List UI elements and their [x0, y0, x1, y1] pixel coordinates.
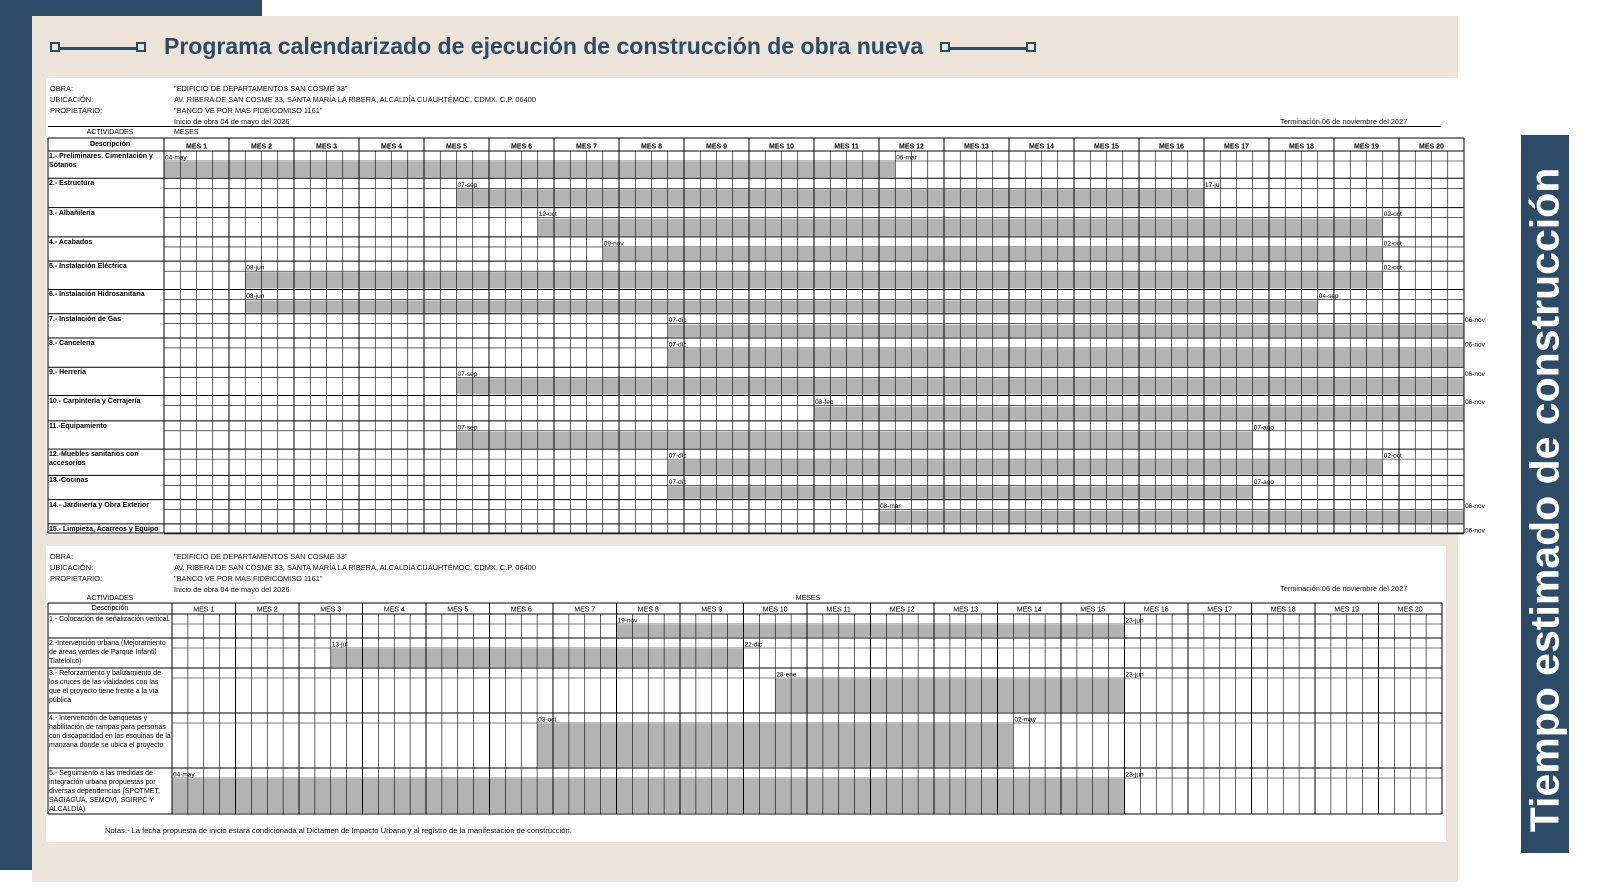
bar-end-date: 22-dic — [744, 641, 763, 649]
month-label: MES 13 — [953, 606, 979, 614]
month-label: MES 17 — [1207, 606, 1233, 614]
bar-start-date: 28-ene — [776, 671, 797, 679]
obra-value-2: "EDIFICIO DE DEPARTAMENTOS SAN COSME 33" — [174, 552, 348, 561]
activity-label: 9.- Herrería — [49, 369, 86, 377]
month-label: MES 10 — [762, 606, 788, 614]
month-label: MES 13 — [964, 143, 989, 151]
activity-label-wrapper — [49, 769, 171, 814]
month-label: MES 1 — [193, 606, 215, 614]
activity-label: 11.-Equipamiento — [49, 422, 107, 430]
side-title: Tiempo estimado de construcción — [1521, 167, 1568, 833]
activity-label: 3.- Albañilería — [49, 209, 95, 217]
month-label: MES 16 — [1143, 606, 1169, 614]
ubicacion-label-1: UBICACIÓN: — [50, 95, 94, 104]
bar-end-date: 07-ago — [1253, 478, 1274, 486]
activity-label: 3.- Reforzamiento y balizamiento de los cruces de las vialidades con las que el proyecto tiene frente a la vía pública — [49, 670, 162, 704]
month-label: MES 17 — [1224, 143, 1249, 151]
bar-start-date: 07-dic — [668, 317, 687, 325]
activity-label: 5.- Instalación Eléctrica — [49, 263, 127, 271]
month-label: MES 18 — [1289, 143, 1314, 151]
bar-start-date: 07-sep — [457, 370, 478, 378]
bar-start-date: 07-sep — [457, 424, 478, 432]
month-label: MES 3 — [320, 606, 342, 614]
activity-label: 5.- Seguimiento a las medidas de integración urbana propuestas por diversas dependencias (SPOTMET, SAGIAGUA, SEMOVI, SGIRPC Y ALCALDÍA) — [49, 770, 160, 813]
bar-end-date: 02-oct — [1383, 240, 1402, 248]
activity-label: 1.- Preliminares. Cimentación y Sótanos — [49, 153, 153, 169]
bar-start-date: 08-jun — [246, 264, 265, 272]
bar-end-date: 06-mar — [896, 154, 917, 162]
month-label: MES 19 — [1334, 606, 1360, 614]
ubicacion-label-2: UBICACIÓN: — [50, 563, 94, 572]
descripcion-header-2: Descripción — [91, 605, 129, 612]
descripcion-header-1: Descripción — [89, 141, 131, 148]
month-label: MES 5 — [445, 143, 468, 151]
bar-end-date: 06-nov — [1465, 341, 1485, 349]
bar-end-date: 06-nov — [1465, 317, 1485, 325]
activity-label: 15.- Limpieza, Acarreos y Equipo — [49, 525, 159, 533]
bar-start-date: 04-may — [173, 771, 195, 779]
month-label: MES 5 — [447, 606, 469, 614]
propietario-label-2: PROPIETARIO: — [50, 574, 103, 583]
month-label: MES 2 — [250, 143, 273, 151]
activity-label: 8.- Cancelería — [49, 339, 95, 347]
meses-header-1: MESES — [174, 129, 199, 136]
month-label: MES 7 — [575, 143, 598, 151]
bar-start-date: 07-sep — [457, 181, 478, 189]
bar-end-date: 23-jun — [1125, 671, 1144, 679]
activity-label: 2.-Intervención urbana (Mejoramiento de áreas verdes de Parque Infantil Tlatelolco) — [49, 640, 166, 665]
bar-end-date: 06-nov — [1465, 399, 1485, 407]
bar-start-date: 08-mar — [880, 503, 901, 511]
activity-label-wrapper — [49, 714, 171, 768]
propietario-value-1: "BANCO VE POR MAS FIDEICOMISO 1161" — [174, 106, 323, 115]
month-label: MES 12 — [899, 143, 924, 151]
propietario-value-2: "BANCO VE POR MAS FIDEICOMISO 1161" — [174, 574, 323, 583]
bar-start-date: 19-nov — [617, 617, 638, 625]
activity-label: 1.- Colocación de señalización vertical. — [49, 616, 171, 623]
bar-end-date: 06-nov — [1465, 370, 1485, 378]
propietario-label-1: PROPIETARIO: — [50, 106, 103, 115]
month-label: MES 1 — [185, 143, 208, 151]
month-label: MES 4 — [380, 143, 403, 151]
month-label: MES 19 — [1354, 143, 1379, 151]
activity-label: 13.-Cocinas — [49, 477, 89, 485]
bar-end-date: 04-sep — [1318, 292, 1339, 300]
bar-start-date: 12-oct — [538, 211, 557, 219]
obra-value-1: "EDIFICIO DE DEPARTAMENTOS SAN COSME 33" — [174, 84, 348, 93]
bar-end-date: 23-jun — [1125, 771, 1144, 779]
month-label: MES 7 — [574, 606, 596, 614]
bar-end-date: 02-oct — [1383, 452, 1402, 460]
activity-label: 6.- Instalación Hidrosanitaria — [49, 291, 145, 299]
month-label: MES 20 — [1397, 606, 1423, 614]
bar-end-date: 02-oct — [1383, 211, 1402, 219]
terminacion-obra-1: Terminación 06 de noviembre del 2027 — [1280, 117, 1408, 126]
month-label: MES 6 — [510, 606, 532, 614]
bar-end-date: 17-jul — [1205, 181, 1221, 189]
terminacion-obra-2: Terminación 06 de noviembre del 2027 — [1280, 584, 1408, 593]
bar-end-date: 02-oct — [1383, 264, 1402, 272]
activity-label-wrapper — [49, 669, 171, 713]
month-label: MES 9 — [701, 606, 723, 614]
activity-label-wrapper — [49, 639, 171, 668]
activity-label: 4.- Acabados — [49, 238, 93, 246]
obra-label-1: OBRA: — [50, 84, 73, 93]
month-label: MES 11 — [826, 606, 851, 614]
month-label: MES 15 — [1094, 143, 1119, 151]
month-label: MES 14 — [1029, 143, 1054, 151]
footnote: Notas.- La fecha propuesta de inicio estará condicionada al Dictamen de Impacto Urbano y al registro de la manifestación de construcción. — [105, 826, 572, 835]
bar-end-date: 06-nov — [1465, 503, 1485, 511]
month-label: MES 11 — [834, 143, 859, 151]
bar-start-date: 13-jul — [331, 641, 348, 649]
bar-end-date: 23-jun — [1125, 617, 1144, 625]
bar-start-date: 07-dic — [668, 478, 687, 486]
obra-label-2: OBRA: — [50, 552, 73, 561]
activity-label: 7.- Instalación de Gas — [49, 315, 121, 323]
month-label: MES 16 — [1159, 143, 1184, 151]
bar-start-date: 07-dic — [668, 341, 687, 349]
month-label: MES 18 — [1270, 606, 1296, 614]
bar-end-date: 06-nov — [1465, 527, 1485, 535]
month-label: MES 20 — [1419, 143, 1444, 151]
month-label: MES 10 — [769, 143, 794, 151]
activity-label: 14.- Jardinería y Obra Exterior — [49, 501, 149, 509]
ubicacion-value-2: AV. RIBERA DE SAN COSME 33, SANTA MARÍA LA RIBERA, ALCALDÍA CUAUHTÉMOC, CDMX, C.P. 06400 — [174, 563, 536, 572]
bar-start-date: 04-may — [165, 154, 187, 162]
bar-start-date: 09-nov — [603, 240, 624, 248]
activity-label: 4.- Intervención de banquetas y habilitación de rampas para personas con discapacidad en las esquinas de la manzana donde se ubica el proyecto — [49, 715, 171, 749]
inicio-obra-1: Inicio de obra 04 de mayo del 2026 — [174, 117, 290, 126]
activity-label-wrapper — [49, 615, 171, 638]
month-label: MES 3 — [315, 143, 338, 151]
month-label: MES 9 — [705, 143, 728, 151]
month-label: MES 4 — [383, 606, 405, 614]
activity-label: 12.-Muebles sanitarios con accesorios — [49, 451, 139, 468]
month-label: MES 2 — [256, 606, 278, 614]
month-label: MES 8 — [637, 606, 659, 614]
ubicacion-value-1: AV. RIBERA DE SAN COSME 33, SANTA MARÍA LA RIBERA, ALCALDÍA CUAUHTÉMOC, CDMX, C.P. 06400 — [174, 95, 536, 104]
month-label: MES 8 — [640, 143, 663, 151]
inicio-obra-2: Inicio de obra 04 de mayo del 2026 — [174, 585, 290, 594]
month-label: MES 15 — [1080, 606, 1106, 614]
meses-header-2: MESES — [795, 595, 821, 602]
bar-start-date: 08-feb — [815, 399, 834, 407]
bar-end-date: 02-may — [1014, 716, 1037, 724]
month-label: MES 12 — [889, 606, 915, 614]
activity-label: 2.- Estructura — [49, 180, 95, 188]
activity-label: 10.- Carpintería y Cerrajería — [49, 397, 141, 405]
actividades-header-2: ACTIVIDADES — [86, 595, 134, 602]
actividades-header-1: ACTIVIDADES — [86, 129, 134, 136]
bar-end-date: 07-ago — [1253, 424, 1274, 432]
month-label: MES 14 — [1016, 606, 1042, 614]
bar-start-date: 08-jun — [246, 292, 265, 300]
bar-start-date: 07-dic — [668, 452, 687, 460]
page-title: Programa calendarizado de ejecución de construcción de obra nueva — [164, 33, 924, 59]
bar-start-date: 03-oct — [538, 716, 557, 724]
month-label: MES 6 — [510, 143, 533, 151]
